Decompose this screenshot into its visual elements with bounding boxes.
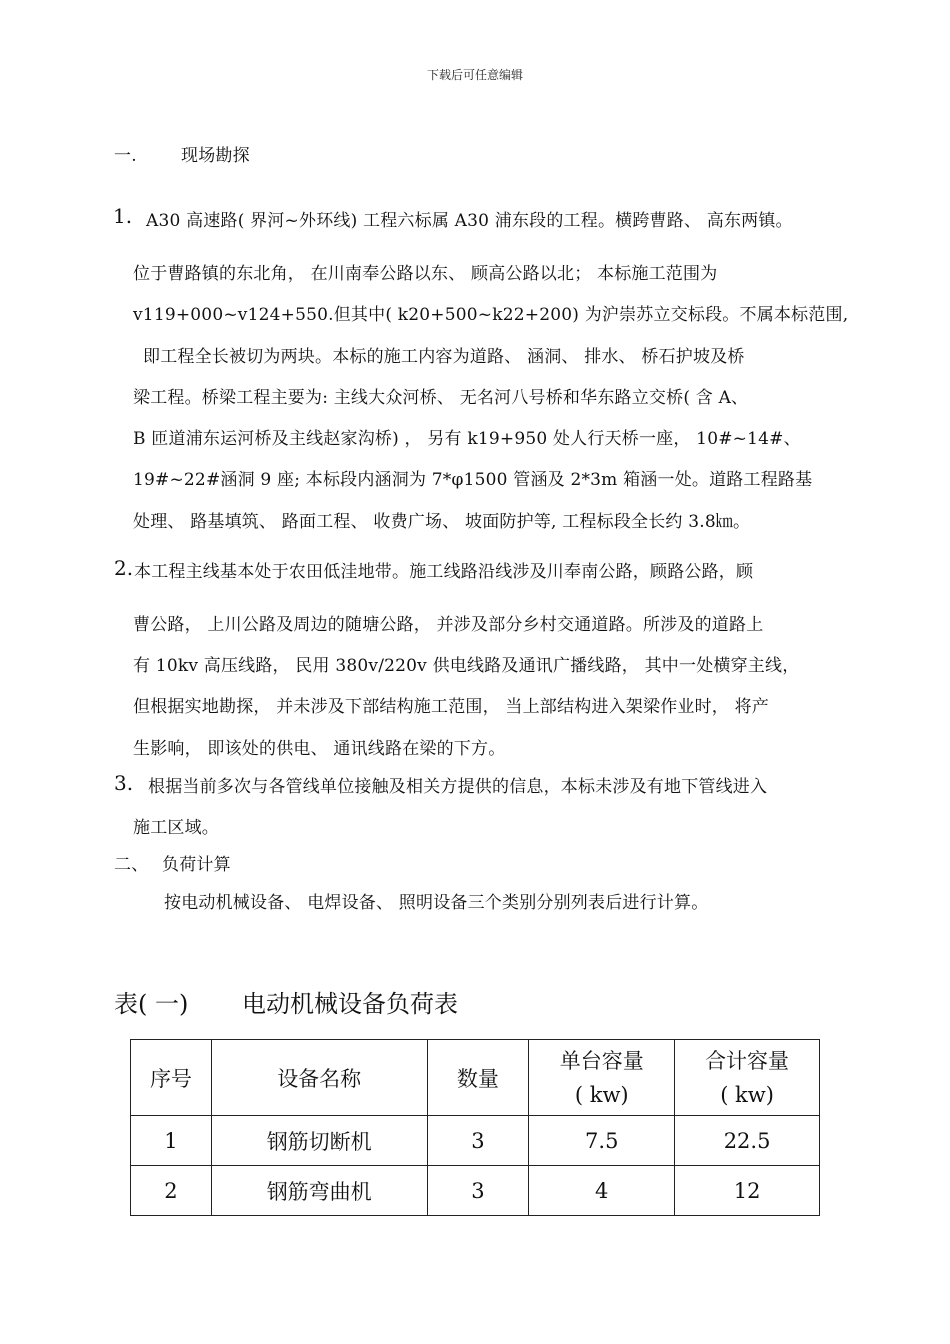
item-1-line: 处理、 路基填筑、 路面工程、 收费广场、 坡面防护等, 工程标段全长约 3.8㎞。 bbox=[133, 512, 751, 532]
cell-total-capacity: 12 bbox=[675, 1166, 820, 1216]
table-title: 电动机械设备负荷表 bbox=[242, 990, 458, 1018]
cell-seq: 2 bbox=[131, 1166, 212, 1216]
header-qty: 数量 bbox=[427, 1040, 529, 1116]
item-2-line: 有 10kv 高压线路， 民用 380v/220v 供电线路及通讯广播线路， 其中一处横穿主线， bbox=[133, 656, 800, 676]
header-name: 设备名称 bbox=[211, 1040, 427, 1116]
cell-name: 钢筋弯曲机 bbox=[211, 1166, 427, 1216]
item-1-line: 梁工程。桥梁工程主要为: 主线大众河桥、 无名河八号桥和华东路立交桥( 含 A、 bbox=[133, 388, 749, 408]
header-unit-capacity bbox=[529, 1040, 675, 1116]
cell-unit-capacity: 7.5 bbox=[529, 1116, 675, 1166]
header-total-capacity bbox=[675, 1040, 820, 1116]
item-1-line: 位于曹路镇的东北角， 在川南奉公路以东、 顾高公路以北； 本标施工范围为 bbox=[133, 264, 718, 284]
page-header: 下载后可任意编辑 bbox=[426, 68, 523, 82]
header-unit-capacity-label: 单台容量 bbox=[559, 1048, 644, 1073]
cell-total-capacity: 22.5 bbox=[675, 1116, 820, 1166]
cell-unit-capacity: 4 bbox=[529, 1166, 675, 1216]
cell-qty: 3 bbox=[427, 1166, 529, 1216]
item-2-line: 曹公路， 上川公路及周边的随塘公路， 并涉及部分乡村交通道路。所涉及的道路上 bbox=[133, 615, 764, 635]
table-row bbox=[131, 1116, 820, 1166]
table-row bbox=[131, 1166, 820, 1216]
header-total-capacity-label: 合计容量 bbox=[705, 1048, 790, 1073]
item-1-line: 即工程全长被切为两块。本标的施工内容为道路、 涵洞、 排水、 桥石护坡及桥 bbox=[143, 347, 745, 367]
item-2-line: 生影响， 即该处的供电、 通讯线路在梁的下方。 bbox=[133, 739, 506, 759]
cell-seq: 1 bbox=[131, 1116, 212, 1166]
item-2-line: 但根据实地勘探， 并未涉及下部结构施工范围， 当上部结构进入架梁作业时， 将产 bbox=[133, 697, 770, 717]
section-1-title: 现场勘探 bbox=[181, 146, 250, 166]
header-seq: 序号 bbox=[131, 1040, 212, 1116]
item-1-line: 19#~22#涵洞 9 座; 本标段内涵洞为 7*φ1500 管涵及 2*3m 箱涵一处。道路工程路基 bbox=[133, 470, 813, 490]
table-header-row bbox=[131, 1040, 820, 1116]
table-label: 表( 一) bbox=[114, 990, 189, 1018]
item-1-line: A30 高速路( 界河~外环线) 工程六标属 A30 浦东段的工程。横跨曹路、 高东两镇。 bbox=[146, 211, 793, 231]
section-2-intro: 按电动机械设备、 电焊设备、 照明设备三个类别分别列表后进行计算。 bbox=[164, 893, 709, 913]
equipment-load-table bbox=[130, 1039, 820, 1216]
item-3-line: 施工区域。 bbox=[133, 818, 219, 838]
section-2-number: 二、 bbox=[114, 855, 149, 875]
item-1-number: 1. bbox=[113, 204, 133, 228]
item-3-number: 3. bbox=[114, 771, 134, 795]
item-2-line: 本工程主线基本处于农田低洼地带。施工线路沿线涉及川奉南公路，顾路公路，顾 bbox=[134, 562, 754, 582]
item-2-number: 2. bbox=[114, 556, 134, 580]
section-2-title: 负荷计算 bbox=[162, 855, 231, 875]
section-1-number: 一. bbox=[114, 146, 137, 166]
cell-name: 钢筋切断机 bbox=[211, 1116, 427, 1166]
item-3-line: 根据当前多次与各管线单位接触及相关方提供的信息，本标未涉及有地下管线进入 bbox=[148, 777, 768, 797]
header-total-capacity-unit: ( kw) bbox=[720, 1082, 774, 1107]
header-unit-capacity-unit: ( kw) bbox=[574, 1082, 629, 1107]
item-1-line: v119+000~v124+550.但其中( k20+500~k22+200) 为沪崇苏立交标段。不属本标范围, bbox=[133, 305, 849, 325]
item-1-line: B 匝道浦东运河桥及主线赵家沟桥) ， 另有 k19+950 处人行天桥一座， 10#~14#、 bbox=[133, 429, 801, 449]
cell-qty: 3 bbox=[427, 1116, 529, 1166]
